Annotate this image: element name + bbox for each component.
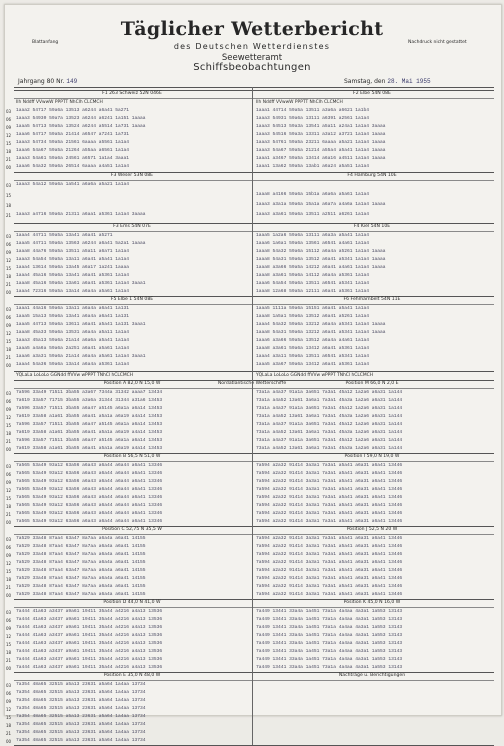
data-row-left: 1aaa6 54a67 59a5a 21264 a55aa a6561 1a1a4 xyxy=(16,148,130,153)
data-row-left: 7a444 41a63 a3437 a9a61 19411 35a44 a4216 a4a13 13536 xyxy=(16,657,163,662)
row-hour: 09 xyxy=(6,250,12,255)
data-row-left: 1aaa5 44711 59a6a 13563 a6244 a6a41 5a2a1 1aaaa xyxy=(16,241,146,246)
data-row-left: 7a529 33a48 87aa4 63a47 8a7aa a6a4a a6a41 14155 xyxy=(16,568,146,573)
data-row-right: 7a449 13441 33a4a 1a451 73a1a 4a4aa 4a3a1 1a553 13143 xyxy=(256,665,403,670)
data-row-right: 1aaa6 54a54 59a6a 13511 a6541 a5341 1a1a4 xyxy=(256,281,370,286)
data-row-left: 7a596 33a49 71511 3ba55 a3a67 7344a 31342 aaaa7 13434 xyxy=(16,390,163,395)
data-row-right: 7a594 a2a32 91414 3a3a1 7a3a1 a5a41 a6a31 a6a41 13446 xyxy=(256,495,403,500)
data-row-right: 1aaa4 a3a11 59a6a 13511 a6541 a5341 1a1a4 xyxy=(256,354,370,359)
data-row-left: 1aaa5 54713 59a5a 13524 a6244 a5514 1a731 1aaaa xyxy=(16,124,146,129)
data-row-left: 7a565 53a49 93a12 63a56 a6a43 a6a44 a6a44 a6a41 13346 xyxy=(16,479,163,484)
data-row-left: 1aaa6 54a32 59a6a 26514 6aaaa a4a51 1a1a4 xyxy=(16,164,130,169)
left-tag: Blattanfang xyxy=(32,40,59,45)
data-row-left: 7a596 33a57 71511 3ba55 a6a47 a5145 a6a1a a6a14 13453 xyxy=(16,422,163,427)
data-row-left: 7a565 53a49 93a12 63a56 a6a43 a6a44 a6a44 a6a41 13346 xyxy=(16,519,163,524)
data-row-right: 1aaa3 a3a1a 59a6a 15a1a a6a7a a4a6a 1a1a4 1aaaa xyxy=(256,202,386,207)
date-label: Samstag, den xyxy=(344,78,386,85)
row-hour: 15 xyxy=(6,642,12,647)
row-hour: 18 xyxy=(6,347,12,352)
issue-value: 149 xyxy=(66,78,78,85)
data-row-right: 1aaa8 54a32 59a6a 15112 a6a4a a5261 1a1a4 1aaaa xyxy=(256,249,386,254)
data-row-right: 1aaa8 1a5a1 59a6a 13512 a6a41 a5261 1a1a4 xyxy=(256,314,370,319)
row-hour: 06 xyxy=(6,691,12,696)
data-row-left: 1aaa4 44711 59a5a 13a41 a6a41 a5271 xyxy=(16,233,113,238)
data-row-left: 7a444 41a63 a3437 a9a61 19411 35a44 a4216 a4a13 13536 xyxy=(16,641,163,646)
data-row-left: 1aaa5 15a13 59a6a 13a41 a6a4a a6a41 1a131 xyxy=(16,314,130,319)
data-row-left: 7a444 41a63 a3437 a9a61 19411 35a44 a4216 a4a13 13536 xyxy=(16,625,163,630)
row-hour: 12 xyxy=(6,634,12,639)
row-hour: 00 xyxy=(6,666,12,671)
data-row-left: 7a444 41a63 a3437 a9a61 19411 35a44 a4216 a4a13 13536 xyxy=(16,617,163,622)
row-hour: 06 xyxy=(6,242,12,247)
data-row-right: 7a449 13441 33a4a 1a451 73a1a 4a4aa 4a3a1 1a553 13143 xyxy=(256,649,403,654)
row-hour: 06 xyxy=(6,315,12,320)
row-hour: 03 xyxy=(6,683,12,688)
section-band-right: F4 Hamburg 54N 10E xyxy=(347,173,397,178)
row-hour: 00 xyxy=(6,520,12,525)
data-row-right: 7a449 13441 33a4a 1a451 73a1a 4a4aa 4a3a1 1a553 13143 xyxy=(256,609,403,614)
data-row-right: 7a594 a2a32 91414 3a3a1 7a3a1 a5a41 a6a31 a6a41 13446 xyxy=(256,479,403,484)
data-row-left: 1aaa3 a4716 59a6a 21311 a6aa1 a5361 1a1a4 3aaaa xyxy=(16,212,146,217)
data-row-right: 1aaa8 a4166 59a6a 15b1a a6a6a a5a61 1a1a4 xyxy=(256,192,370,197)
row-hour: 03 xyxy=(6,537,12,542)
data-row-left: 7a529 33a48 87aa4 63a47 8a7aa a6a4a a6a41 14155 xyxy=(16,592,146,597)
data-row-right: 73a1a a4a37 91a1a 3a651 7a3a1 45a12 1a2a6 a6a31 1a144 xyxy=(256,422,403,427)
row-hour: 18 xyxy=(6,504,12,509)
data-row-left: 1aaa4 54a36 59a6a 13a14 a6a4a a5361 1a1a4 xyxy=(16,362,130,367)
data-row-left: 7a529 33a48 87aa4 63a47 8a7aa a6a4a a6a41 14155 xyxy=(16,552,146,557)
row-hour: 03 xyxy=(6,109,12,114)
data-row-left: 7a354 48a65 32515 a5a13 23631 a5a64 1a4aa 13734 xyxy=(16,682,146,687)
data-row-left: 1aaa8 44a76 59a5a 13511 a5a11 a6a71 1a1a4 xyxy=(16,249,130,254)
row-hour: 15 xyxy=(6,496,12,501)
data-row-right: 1aaa5 1a2a6 59a6a 13111 a6a3a a5a41 1a1a4 xyxy=(256,233,370,238)
section-band-right: Position K 45,0 N 16,0 W xyxy=(343,600,401,605)
section-band-left: Position D 44,0 N 41,0 W xyxy=(103,600,161,605)
row-hour: 18 xyxy=(6,431,12,436)
data-row-right: 7a594 a2a32 91414 3a3a1 7a3a1 a5a41 a6a31 a6a41 13446 xyxy=(256,592,403,597)
data-row-left: 1aaa6 54717 59a5a 21414 a6547 a7241 1a731 xyxy=(16,132,130,137)
row-hour: 21 xyxy=(6,731,12,736)
section-band-right: Position J 52,5 N 20 W xyxy=(346,527,398,532)
row-hour: 09 xyxy=(6,699,12,704)
row-hour: 03 xyxy=(6,610,12,615)
data-row-right: 1aaa3 54513 59a3a 13541 a5a11 a24a1 1a1a4 3aaaa xyxy=(256,124,386,129)
data-row-left: 7a565 53a49 93a12 63a56 a6a43 a6a44 a6a44 a6a41 13346 xyxy=(16,511,163,516)
section-band-right: F6 Fehmarnbelt 54N 11E xyxy=(343,297,401,302)
data-row-left: 7a354 48a65 32515 a5a13 23631 a5a64 1a4aa 13734 xyxy=(16,698,146,703)
data-row-left: 1aaa3 54a61 59a6a 24561 a6571 1a1a4 3aaa1 xyxy=(16,156,130,161)
center-divider xyxy=(252,87,253,745)
data-row-left: 1aaa5 a4a6a 59a6a 2a251 a6a41 a5a61 1a1a4 xyxy=(16,346,130,351)
data-row-right: 73a1a a4a37 91a1a 3a651 7a3a1 45a12 1a2a6 a6a31 1a144 xyxy=(256,390,403,395)
data-row-left: 7a444 41a63 a3437 a9a61 19411 35a44 a4216 a4a13 13536 xyxy=(16,633,163,638)
row-hour: 00 xyxy=(6,447,12,452)
data-row-left: 1aaa3 54930 59a7a 13523 a6244 a6241 1a151 1aaaa xyxy=(16,116,146,121)
data-row-left: 1aaa3 54a54 59a5a 13a11 a6a41 a5a41 1a1a4 xyxy=(16,257,130,262)
data-row-left: 1aaa8 45a33 59a6a 13531 a6a4a a5a11 1a1a4 xyxy=(16,330,130,335)
data-row-right: 1aaa1 a3467 59a5a 13414 a6a16 a4511 1a1a4 1aaaa xyxy=(256,156,386,161)
data-row-left: 7a619 33a58 a1a61 3ba55 a6a41 a5a1a a6a19 a4a14 13453 xyxy=(16,446,163,451)
data-row-right: 1aaa5 a3a67 59a6a 13412 a6a41 a5361 1a1a4 xyxy=(256,362,370,367)
data-row-left: 7a565 53a49 93a12 63a56 a6a43 a6a44 a6a44 a6a41 13346 xyxy=(16,487,163,492)
section-band-left: F1 263 Schweiz 52N 046E xyxy=(102,91,162,96)
data-row-right: 7a449 13441 33a4a 1a451 73a1a 4a4aa 4a3a1 1a553 13143 xyxy=(256,641,403,646)
data-row-left: 7a619 33a58 a1a61 3ba55 a6a41 a5a1a a6a19 a4a14 13453 xyxy=(16,414,163,419)
section-band-right: Position M 66,0 N 2,0 E xyxy=(345,381,399,386)
data-row-left: 1aaa6 a3a31 59a6a 21a14 a6a4a a5a61 1a1a4 3aaa1 xyxy=(16,354,146,359)
data-row-right: 1aaa3 54516 59a3a 13311 a3a12 a3721 1a1a4 1aaaa xyxy=(256,132,386,137)
subtitle-office: Seewetteramt xyxy=(221,53,283,63)
section-subrule xyxy=(14,98,494,99)
lower-header-right: YQLaLa LoLoLo GGNdd ffVVw wPPPT TNhCl hCLCMCH xyxy=(256,373,374,378)
date-value: 28. Mai 1955 xyxy=(387,78,431,85)
data-row-right: 7a449 13441 33a4a 1a451 73a1a 4a4aa 4a3a1 1a553 13143 xyxy=(256,625,403,630)
data-row-right: 7a594 a2a32 91414 3a3a1 7a3a1 a5a41 a6a31 a6a41 13446 xyxy=(256,536,403,541)
data-row-right: 1aaa3 54931 59a6a 13111 a6391 a2561 1a1a4 xyxy=(256,116,370,121)
data-row-right: 1aaa8 12a68 59a5a 12111 a6a41 a5361 1a1a4 xyxy=(256,289,370,294)
row-hour: 06 xyxy=(6,545,12,550)
row-hour: 21 xyxy=(6,157,12,162)
row-hour: 21 xyxy=(6,282,12,287)
data-row-right: 7a594 a2a32 91414 3a3a1 7a3a1 a5a41 a6a31 a6a41 13446 xyxy=(256,471,403,476)
row-hour: 18 xyxy=(6,203,12,208)
issue-number xyxy=(18,78,77,85)
data-row-left: 1aaa3 54734 59a5a 21561 6aaaa a5561 1a1a4 xyxy=(16,140,130,145)
row-hour: 18 xyxy=(6,723,12,728)
row-hour: 03 xyxy=(6,183,12,188)
data-row-left: 1aaa4 13614 59a6a 13a45 a6a17 1a241 1aaaa xyxy=(16,265,130,270)
data-row-right: 7a449 13441 33a4a 1a451 73a1a 4a4aa 4a3a1 1a553 13143 xyxy=(256,657,403,662)
row-hour: 09 xyxy=(6,125,12,130)
row-hour: 18 xyxy=(6,650,12,655)
data-row-left: 7a596 33a57 71511 3ba55 a6a47 a5145 a6a1a a6a14 13453 xyxy=(16,438,163,443)
data-row-right: 1aaa1 44714 59a5a 13511 a3a6a a6621 1a1b4 xyxy=(256,108,370,113)
row-hour: 21 xyxy=(6,355,12,360)
row-hour: 18 xyxy=(6,274,12,279)
section-band-left: Position C 52,75 N 35,5 W xyxy=(102,527,162,532)
data-row-right: 1aaa3 54761 59a5a 23211 6aaaa a5a21 1a1a4 1aaaa xyxy=(256,140,386,145)
data-row-left: 1aaa4 72316 59a5a 13a14 a6a4a a5a61 1a1a4 xyxy=(16,289,130,294)
row-hour: 12 xyxy=(6,707,12,712)
lower-top-rule xyxy=(14,371,494,372)
data-row-left: 7a529 33a48 87aa4 63a47 8a7aa a6a4a a6a41 14155 xyxy=(16,536,146,541)
row-hour: 09 xyxy=(6,553,12,558)
data-row-left: 7a354 48a65 32515 a5a13 23631 a5a64 1a4aa 13734 xyxy=(16,714,146,719)
row-hour: 06 xyxy=(6,472,12,477)
row-hour: 15 xyxy=(6,569,12,574)
data-row-left: 7a354 48a65 32515 a5a13 23631 a5a64 1a4aa 13734 xyxy=(16,738,146,743)
data-row-left: 7a354 48a65 32515 a5a13 23631 a5a64 1a4aa 13734 xyxy=(16,706,146,711)
data-row-left: 7a444 41a63 a3437 a9a61 19411 35a44 a4216 a4a13 13536 xyxy=(16,665,163,670)
row-hour: 03 xyxy=(6,464,12,469)
data-row-right: 7a594 a2a32 91414 3a3a1 7a3a1 a5a41 a6a31 a6a41 13446 xyxy=(256,463,403,468)
data-row-right: 1aaa5 1111a 59a6a 15151 a6a41 a5a41 1a1a4 xyxy=(256,306,370,311)
section-band-right: Nachträge u. Berichtigungen xyxy=(338,673,406,678)
section-band-left: F3 Weser 53N 08E xyxy=(110,173,154,178)
row-hour: 06 xyxy=(6,399,12,404)
data-row-right: 7a594 a2a32 91414 3a3a1 7a3a1 a5a41 a6a31 a6a41 13446 xyxy=(256,503,403,508)
row-hour: 00 xyxy=(6,165,12,170)
data-row-left: 1aaa5 44713 59a6a 13611 a6a41 a5a41 1a131 3aaa1 xyxy=(16,322,146,327)
subtitle-section: Schiffsbeobachtungen xyxy=(193,62,311,73)
row-hour: 21 xyxy=(6,658,12,663)
row-hour: 00 xyxy=(6,363,12,368)
data-row-left: 7a565 53a49 93a12 63a56 a6a43 a6a44 a6a44 a6a41 13346 xyxy=(16,503,163,508)
row-hour: 15 xyxy=(6,339,12,344)
data-row-left: 1aaa1 44a16 59a6a 13a11 a6a4a a6a41 1a131 xyxy=(16,306,130,311)
data-row-right: 7a594 a2a32 91414 3a3a1 7a3a1 a5a41 a6a31 a6a41 13446 xyxy=(256,519,403,524)
data-row-right: 73a1a a4a37 91a1a 3a651 7a3a1 45a12 1a2a6 a6a31 1a144 xyxy=(256,438,403,443)
data-row-right: 1aaa8 54a31 59a6a 13212 a6a41 a5341 1a1a4 1aaaa xyxy=(256,330,386,335)
row-hour: 12 xyxy=(6,331,12,336)
row-hour: 15 xyxy=(6,423,12,428)
data-row-left: 7a565 53a49 93a12 63a56 a6a43 a6a44 a6a44 a6a41 13346 xyxy=(16,471,163,476)
data-row-right: 7a594 a2a32 91414 3a3a1 7a3a1 a5a41 a6a31 a6a41 13446 xyxy=(256,511,403,516)
row-hour: 18 xyxy=(6,577,12,582)
data-row-left: 7a529 33a48 87aa4 63a47 8a7aa a6a4a a6a41 14155 xyxy=(16,544,146,549)
data-row-right: 7a594 a2a32 91414 3a3a1 7a3a1 a5a41 a6a31 a6a41 13446 xyxy=(256,544,403,549)
data-row-right: 73a1a a4a52 13a61 3a6a1 7a3a1 45a3a 1a2a6 a6a31 1a144 xyxy=(256,398,403,403)
top-rule xyxy=(14,87,494,88)
row-hour: 12 xyxy=(6,488,12,493)
section-band-left: Position E 35,0 N 48,0 W xyxy=(103,673,161,678)
data-row-right: 73a1a a4a37 91a1a 3a651 7a3a1 45a12 1a2a6 a6a31 1a144 xyxy=(256,406,403,411)
data-row-left: 7a619 33a57 71715 3ba55 a3a6a 31344 31344 a31a6 13453 xyxy=(16,398,163,403)
data-row-left: 7a529 33a48 87aa4 63a47 8a7aa a6a4a a6a41 14155 xyxy=(16,560,146,565)
row-hour: 00 xyxy=(6,739,12,744)
data-row-right: 7a594 a2a32 91414 3a3a1 7a3a1 a5a41 a6a31 a6a41 13446 xyxy=(256,576,403,581)
row-hour: 09 xyxy=(6,407,12,412)
row-hour: 21 xyxy=(6,512,12,517)
data-row-right: 7a594 a2a32 91414 3a3a1 7a3a1 a5a41 a6a31 a6a41 13446 xyxy=(256,568,403,573)
data-row-right: 7a594 a2a32 91414 3a3a1 7a3a1 a5a41 a6a31 a6a41 13446 xyxy=(256,552,403,557)
data-row-left: 1aaa4 45a16 59a6a 13a41 a6a41 a5361 1a1a4 xyxy=(16,273,130,278)
data-row-right: 1aaa8 a3a66 59a5a 14212 a6a41 a4a61 1a1a4 1aaaa xyxy=(256,265,386,270)
row-hour: 06 xyxy=(6,618,12,623)
data-row-left: 1aaa3 54a12 59a6a 1a541 a6a6a a5a21 1a1a4 xyxy=(16,182,130,187)
row-hour: 00 xyxy=(6,593,12,598)
data-row-left: 7a444 41a63 a3437 a9a61 19411 35a44 a4216 a4a13 13536 xyxy=(16,649,163,654)
report-date xyxy=(344,78,431,85)
data-row-left: 1aaa8 45a16 59a6a 13a61 a6a41 a5361 1a1a4 3aaa1 xyxy=(16,281,146,286)
data-row-left: 7a354 48a65 32515 a5a13 23631 a5a64 1a4aa 13734 xyxy=(16,730,146,735)
data-row-right: 1aaa8 a3a61 59a6a 13412 a6a41 a5361 1a1a4 xyxy=(256,346,370,351)
section-band-left: Position B 56,5 N 51,0 W xyxy=(103,454,161,459)
row-hour: 21 xyxy=(6,439,12,444)
data-row-left: 7a619 33a58 a1a61 3ba55 a6a41 a5a1a a6a19 a4a14 13453 xyxy=(16,430,163,435)
data-row-right: 1aaa3 54a67 59a5a 21214 a55a4 a5a41 1a1a4 1aaaa xyxy=(256,148,386,153)
section-band-left: F5 Elbe 1 54N 08E xyxy=(110,297,154,302)
row-hour: 00 xyxy=(6,290,12,295)
column-header-left: Ilh Nddff VVwwW PPPTT NhClh CLCMCH xyxy=(16,100,103,105)
row-hour: 09 xyxy=(6,480,12,485)
data-row-left: 7a529 33a48 87aa4 63a47 8a7aa a6a4a a6a41 14155 xyxy=(16,584,146,589)
right-tag: Nachdruck nicht gestattet xyxy=(408,40,467,45)
data-row-left: 7a596 33a57 71511 3ba55 a6a47 a5145 a6a1a a6a14 13453 xyxy=(16,406,163,411)
row-hour: 09 xyxy=(6,323,12,328)
section-band-left: Position A 82,0 N 15,0 W xyxy=(103,381,161,386)
lower-header-left: YQLaLa LoLoLo GGNdd ffVVw wPPPT TNhCl hCLCMCH xyxy=(16,373,134,378)
data-row-right: 7a594 a2a32 91414 3a3a1 7a3a1 a5a41 a6a31 a6a41 13446 xyxy=(256,560,403,565)
data-row-left: 7a565 53a49 93a12 63a56 a6a43 a6a44 a6a44 a6a41 13346 xyxy=(16,495,163,500)
section-band-mid: Nordatlantische Wetterschiffe xyxy=(217,381,287,386)
row-hour: 03 xyxy=(6,234,12,239)
data-row-left: 1aaa2 54717 59a6a 13513 a6244 a6a41 5a271 xyxy=(16,108,130,113)
data-row-right: 1aaa8 a3a61 59a6a 14112 a6a4a a5361 1a1a4 xyxy=(256,273,370,278)
row-hour: 12 xyxy=(6,415,12,420)
row-hour: 21 xyxy=(6,585,12,590)
row-hour: 03 xyxy=(6,307,12,312)
data-row-right: 1aaa3 a3a61 59a6a 13511 a2511 a6261 1a1a4 xyxy=(256,212,370,217)
data-row-right: 7a449 13441 33a4a 1a451 73a1a 4a4aa 4a3a1 1a553 13143 xyxy=(256,633,403,638)
subtitle-service: des Deutschen Wetterdienstes xyxy=(173,42,331,51)
data-row-right: 73a1a a4a52 13a61 3a6a1 7a3a1 45a3a 1a2a6 a6a31 1a144 xyxy=(256,414,403,419)
page-title: Täglicher Wetterbericht xyxy=(120,18,384,40)
row-hour: 18 xyxy=(6,149,12,154)
section-band-right: Position I 59,0 N 19,0 W xyxy=(344,454,400,459)
data-row-right: 1aaa4 54a32 59a6a 13212 a6a4a a5341 1a1a4 1aaaa xyxy=(256,322,386,327)
data-row-left: 7a529 33a48 87aa4 63a47 8a7aa a6a4a a6a41 14155 xyxy=(16,576,146,581)
data-row-right: 73a1a a4a52 13a61 3a6a1 7a3a1 45a3a 1a2a6 a6a31 1a144 xyxy=(256,446,403,451)
row-hour: 09 xyxy=(6,626,12,631)
data-row-right: 7a594 a2a32 91414 3a3a1 7a3a1 a5a41 a6a31 a6a41 13446 xyxy=(256,487,403,492)
data-row-left: 7a354 48a65 32515 a5a13 23631 a5a64 1a4aa 13734 xyxy=(16,690,146,695)
row-hour: 12 xyxy=(6,561,12,566)
data-row-right: 1aaa1 13a62 59a5a 13ab1 a6a24 a5a51 1a1a4 xyxy=(256,164,370,169)
row-hour: 15 xyxy=(6,715,12,720)
data-row-left: 7a565 53a49 93a12 63a56 a6a43 a6a44 a6a44 a6a41 13346 xyxy=(16,463,163,468)
row-hour: 15 xyxy=(6,266,12,271)
row-hour: 03 xyxy=(6,391,12,396)
data-row-left: 7a354 48a65 32515 a5a13 23631 a5a64 1a4aa 13734 xyxy=(16,722,146,727)
section-band-right: F2 Elbe 54N 08E xyxy=(353,91,391,96)
section-band-left: F3 Ems 54N 07E xyxy=(113,224,151,229)
row-hour: 12 xyxy=(6,258,12,263)
column-header-right: Ilh Nddff VVwwW PPPTT NhClh CLCMCH xyxy=(256,100,343,105)
data-row-right: 1aaa8 54a31 59a6a 13512 a6a41 a5341 1a1a4 1aaaa xyxy=(256,257,386,262)
row-hour: 06 xyxy=(6,117,12,122)
row-hour: 15 xyxy=(6,193,12,198)
data-row-right: 7a594 a2a32 91414 3a3a1 7a3a1 a5a41 a6a31 a6a41 13446 xyxy=(256,584,403,589)
issue-label: Jahrgang 80 Nr. xyxy=(18,78,65,85)
data-row-right: 7a449 13441 33a4a 1a451 73a1a 4a4aa 4a3a1 1a553 13143 xyxy=(256,617,403,622)
data-row-right: 1aaa6 a3a66 59a5a 13512 a6a4a a4a61 1a1a4 xyxy=(256,338,370,343)
section-band-right: F4 Kiel 54N 10E xyxy=(353,224,391,229)
row-hour: 15 xyxy=(6,141,12,146)
row-hour: 12 xyxy=(6,133,12,138)
data-row-left: 1aaa3 45a13 59a6a 21a14 a6a6a a5a41 1a1a4 xyxy=(16,338,130,343)
row-hour: 21 xyxy=(6,213,12,218)
data-row-right: 1aaa6 1a6a1 59a6a 13561 a6541 a4a61 1a1a4 xyxy=(256,241,370,246)
data-row-left: 7a444 41a63 a3437 a9a61 19411 35a44 a4216 a4a13 13536 xyxy=(16,609,163,614)
data-row-right: 73a1a a4a52 13a61 3a6a1 7a3a1 45a3a 1a2a6 a6a31 1a144 xyxy=(256,430,403,435)
